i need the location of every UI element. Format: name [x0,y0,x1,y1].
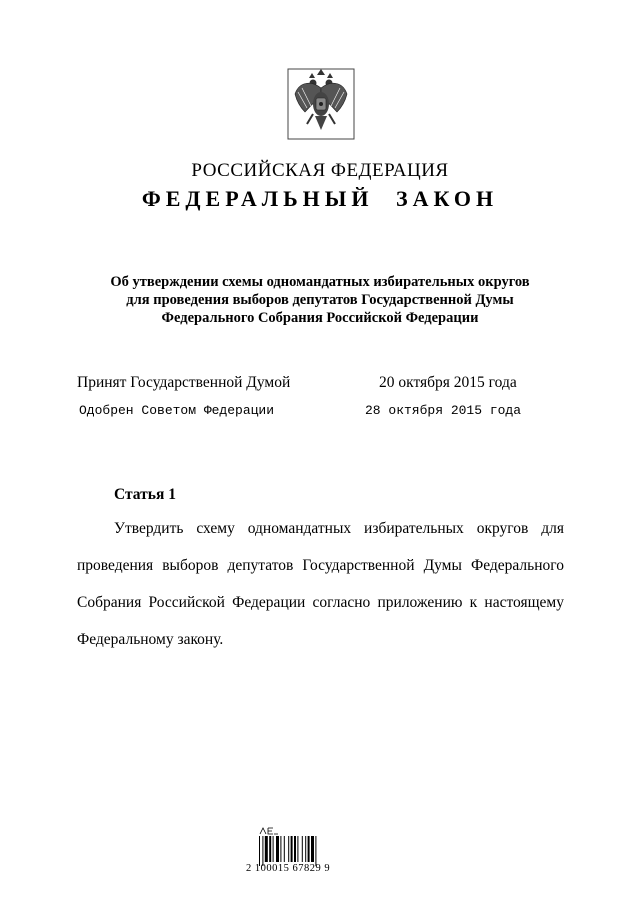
country-name: РОССИЙСКАЯ ФЕДЕРАЦИЯ [191,160,449,181]
law-title-line: для проведения выборов депутатов Государственной Думы [126,292,514,308]
law-title-line: Об утверждении схемы одномандатных избирательных округов [110,274,530,290]
approved-by-council-label: Одобрен Советом Федерации [79,403,275,418]
adopted-date: 20 октября 2015 года [379,374,517,391]
barcode-number: 2 100015 67829 9 [246,863,331,874]
document-type: ФЕДЕРАЛЬНЫЙ ЗАКОН [141,186,499,211]
article-body: Утвердить схему одномандатных избирательных округов для проведения выборов депутатов Государственной Думы Федерального Собрания Российской Федерации согласно приложению к настоящему Федеральному закону. [77,520,564,648]
law-title-line: Федерального Собрания Российской Федерации [161,310,479,326]
coat-of-arms-icon [287,68,355,140]
adopted-by-duma-label: Принят Государственной Думой [77,374,291,391]
approved-date: 28 октября 2015 года [365,403,522,418]
law-title [60,273,580,327]
registration-mark-icon [259,827,279,835]
article-heading: Статья 1 [114,486,176,503]
